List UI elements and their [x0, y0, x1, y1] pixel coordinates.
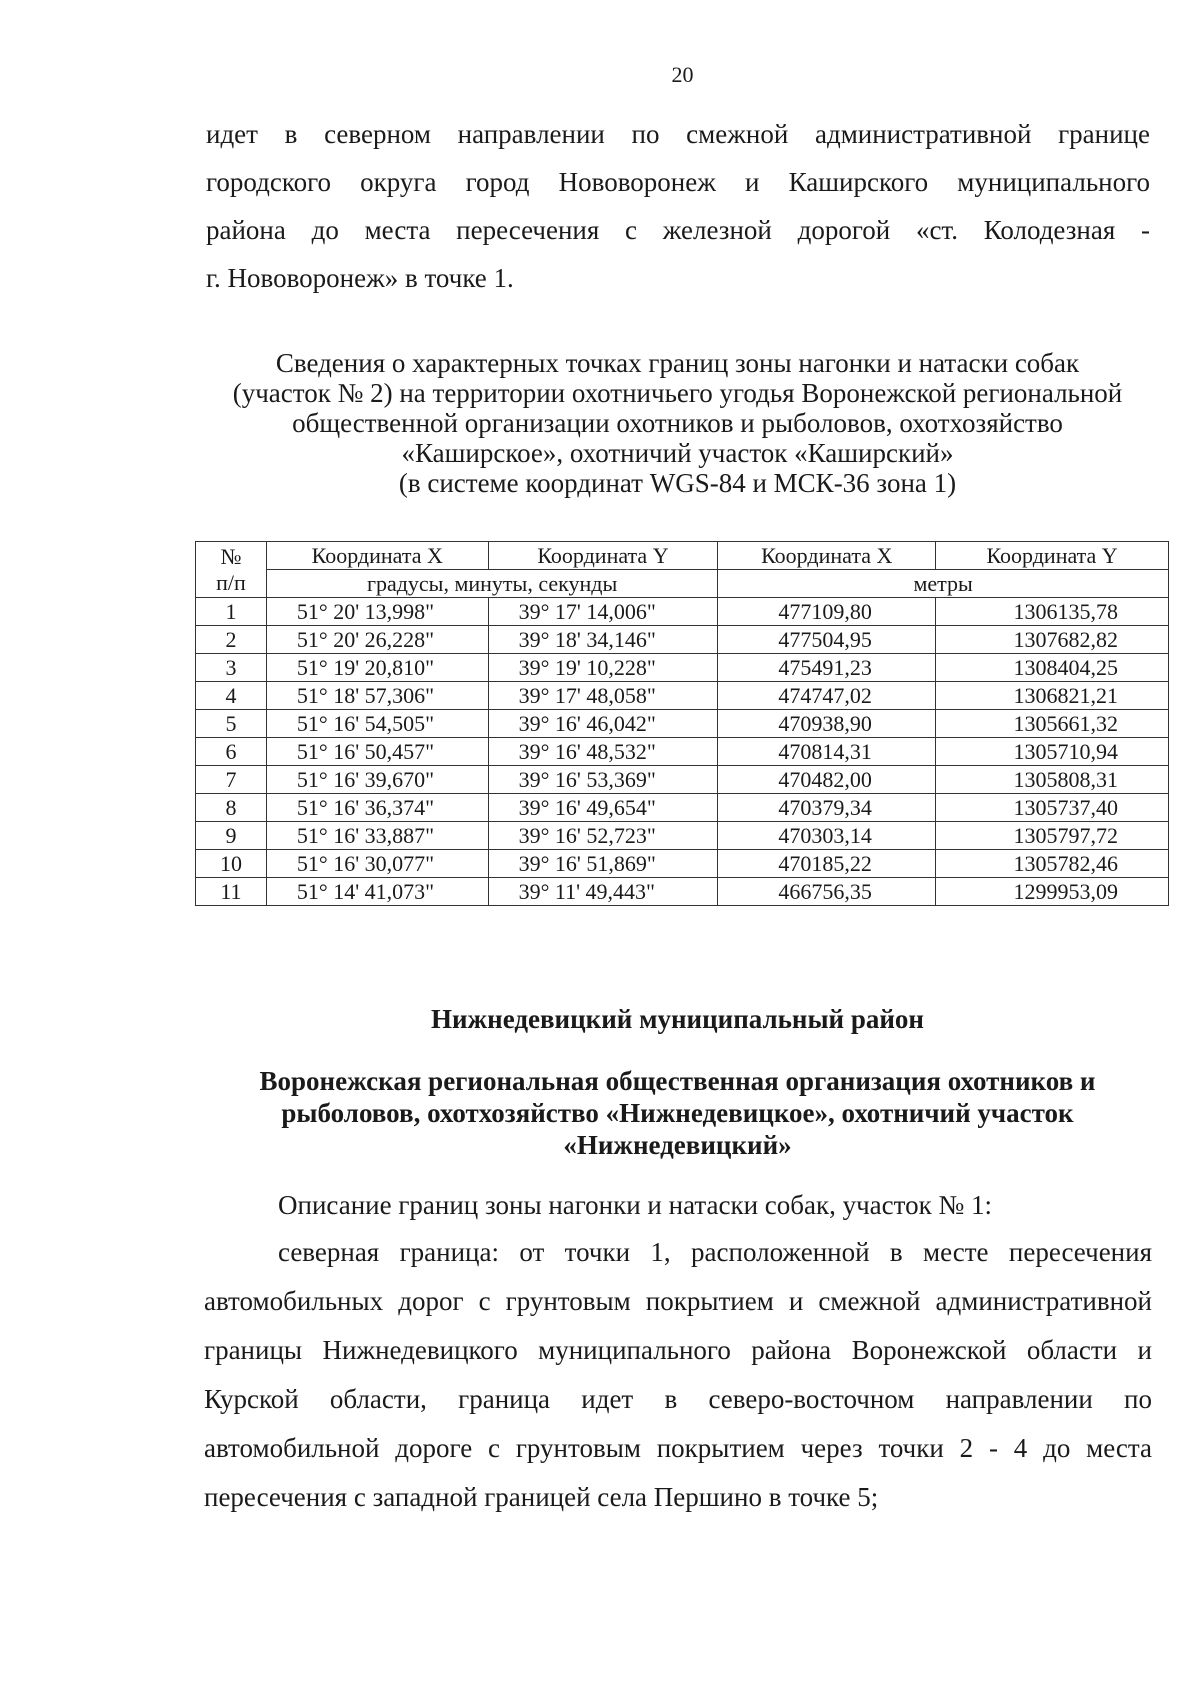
header-number-symbol: №: [220, 543, 242, 569]
cell-coord-x-meters: 477504,95: [718, 626, 936, 654]
text-line: идет в северном направлении по смежной административной границе: [206, 119, 1150, 149]
page-number: 20: [671, 62, 694, 87]
cell-coord-y-meters: 1308404,25: [936, 654, 1169, 682]
cell-coord-x: 51° 14' 41,073": [266, 878, 488, 906]
text-line: автомобильных дорог с грунтовым покрытием и смежной административной: [204, 1286, 1152, 1316]
text-line: района до места пересечения с железной дорогой «ст. Колодезная -: [206, 215, 1150, 245]
cell-number: 2: [196, 626, 267, 654]
cell-coord-y: 39° 16' 52,723": [488, 822, 718, 850]
caption-line: (в системе координат WGS-84 и МСК-36 зона 1): [398, 468, 957, 498]
cell-coord-y-meters: 1305710,94: [936, 738, 1169, 766]
cell-coord-y-meters: 1305782,46: [936, 850, 1169, 878]
caption-line: «Каширское», охотничий участок «Каширский»: [401, 438, 954, 468]
cell-number: 3: [196, 654, 267, 682]
table-units-row: [196, 570, 1169, 598]
cell-coord-y: 39° 17' 48,058": [488, 682, 718, 710]
table-row: [196, 682, 1169, 710]
cell-coord-y: 39° 16' 53,369": [488, 766, 718, 794]
text-line: границы Нижнедевицкого муниципального района Воронежской области и: [204, 1335, 1152, 1365]
heading-line: «Нижнедевицкий»: [563, 1130, 792, 1160]
heading-line: Воронежская региональная общественная организация охотников и: [259, 1066, 1096, 1096]
description-title: Описание границ зоны нагонки и натаски собак, участок № 1:: [278, 1190, 992, 1220]
organization-heading: [200, 1065, 1155, 1161]
caption-line: (участок № 2) на территории охотничьего угодья Воронежской региональной: [232, 378, 1123, 408]
text-line: автомобильной дороге с грунтовым покрытием через точки 2 - 4 до места: [204, 1433, 1152, 1463]
district-heading: Нижнедевицкий муниципальный район: [431, 1004, 924, 1034]
cell-coord-y: 39° 16' 51,869": [488, 850, 718, 878]
cell-coord-y-meters: 1306821,21: [936, 682, 1169, 710]
table-row: [196, 738, 1169, 766]
cell-coord-x: 51° 16' 39,670": [266, 766, 488, 794]
table-row: [196, 878, 1169, 906]
header-coord-x-meters: Координата X: [718, 542, 936, 570]
cell-coord-x-meters: 477109,80: [718, 598, 936, 626]
text-line: северная граница: от точки 1, расположенной в месте пересечения: [278, 1237, 1152, 1267]
cell-number: 10: [196, 850, 267, 878]
cell-number: 4: [196, 682, 267, 710]
cell-coord-x-meters: 466756,35: [718, 878, 936, 906]
coordinates-table: [195, 541, 1169, 906]
cell-number: 5: [196, 710, 267, 738]
cell-coord-y-meters: 1306135,78: [936, 598, 1169, 626]
cell-coord-y: 39° 19' 10,228": [488, 654, 718, 682]
cell-coord-x: 51° 20' 13,998": [266, 598, 488, 626]
caption-line: общественной организации охотников и рыболовов, охотхозяйство: [292, 408, 1063, 438]
heading-line: рыболовов, охотхозяйство «Нижнедевицкое», охотничий участок: [281, 1098, 1074, 1128]
cell-coord-x-meters: 475491,23: [718, 654, 936, 682]
cell-coord-x: 51° 18' 57,306": [266, 682, 488, 710]
table-row: [196, 822, 1169, 850]
text-line: городского округа город Нововоронеж и Каширского муниципального: [206, 167, 1150, 197]
cell-coord-y-meters: 1305661,32: [936, 710, 1169, 738]
cell-coord-y: 39° 16' 46,042": [488, 710, 718, 738]
cell-coord-x: 51° 19' 20,810": [266, 654, 488, 682]
cell-number: 9: [196, 822, 267, 850]
cell-coord-y-meters: 1307682,82: [936, 626, 1169, 654]
cell-coord-x-meters: 470814,31: [718, 738, 936, 766]
cell-number: 6: [196, 738, 267, 766]
header-coord-x: Координата X: [266, 542, 488, 570]
cell-coord-x: 51° 20' 26,228": [266, 626, 488, 654]
table-row: [196, 710, 1169, 738]
table-row: [196, 598, 1169, 626]
cell-coord-y: 39° 16' 48,532": [488, 738, 718, 766]
cell-coord-x-meters: 470185,22: [718, 850, 936, 878]
units-meters: метры: [718, 570, 1169, 598]
table-header-row: [196, 542, 1169, 570]
cell-coord-y: 39° 18' 34,146": [488, 626, 718, 654]
cell-number: 7: [196, 766, 267, 794]
cell-coord-y-meters: 1305808,31: [936, 766, 1169, 794]
cell-number: 11: [196, 878, 267, 906]
text-line: г. Нововоронеж» в точке 1.: [206, 263, 514, 293]
cell-coord-x: 51° 16' 36,374": [266, 794, 488, 822]
cell-coord-y-meters: 1299953,09: [936, 878, 1169, 906]
cell-coord-x: 51° 16' 30,077": [266, 850, 488, 878]
cell-coord-x-meters: 470938,90: [718, 710, 936, 738]
cell-coord-y-meters: 1305737,40: [936, 794, 1169, 822]
cell-coord-y-meters: 1305797,72: [936, 822, 1169, 850]
cell-coord-x-meters: 470482,00: [718, 766, 936, 794]
cell-number: 1: [196, 598, 267, 626]
cell-number: 8: [196, 794, 267, 822]
cell-coord-x: 51° 16' 50,457": [266, 738, 488, 766]
table-caption: [200, 348, 1155, 498]
table-row: [196, 850, 1169, 878]
cell-coord-x-meters: 470303,14: [718, 822, 936, 850]
units-dms: градусы, минуты, секунды: [266, 570, 717, 598]
text-line: пересечения с западной границей села Першино в точке 5;: [204, 1482, 879, 1512]
table-row: [196, 654, 1169, 682]
header-coord-y: Координата Y: [488, 542, 718, 570]
cell-coord-y: 39° 11' 49,443": [488, 878, 718, 906]
header-number-abbr: п/п: [216, 569, 246, 595]
cell-coord-y: 39° 16' 49,654": [488, 794, 718, 822]
text-line: Курской области, граница идет в северо-восточном направлении по: [204, 1384, 1152, 1414]
header-number: [196, 542, 267, 598]
cell-coord-x: 51° 16' 33,887": [266, 822, 488, 850]
cell-coord-x-meters: 474747,02: [718, 682, 936, 710]
cell-coord-x-meters: 470379,34: [718, 794, 936, 822]
table-row: [196, 626, 1169, 654]
cell-coord-x: 51° 16' 54,505": [266, 710, 488, 738]
cell-coord-y: 39° 17' 14,006": [488, 598, 718, 626]
table-row: [196, 794, 1169, 822]
header-coord-y-meters: Координата Y: [936, 542, 1169, 570]
table-row: [196, 766, 1169, 794]
intro-paragraph: [206, 110, 1150, 302]
caption-line: Сведения о характерных точках границ зоны нагонки и натаски собак: [275, 348, 1080, 378]
